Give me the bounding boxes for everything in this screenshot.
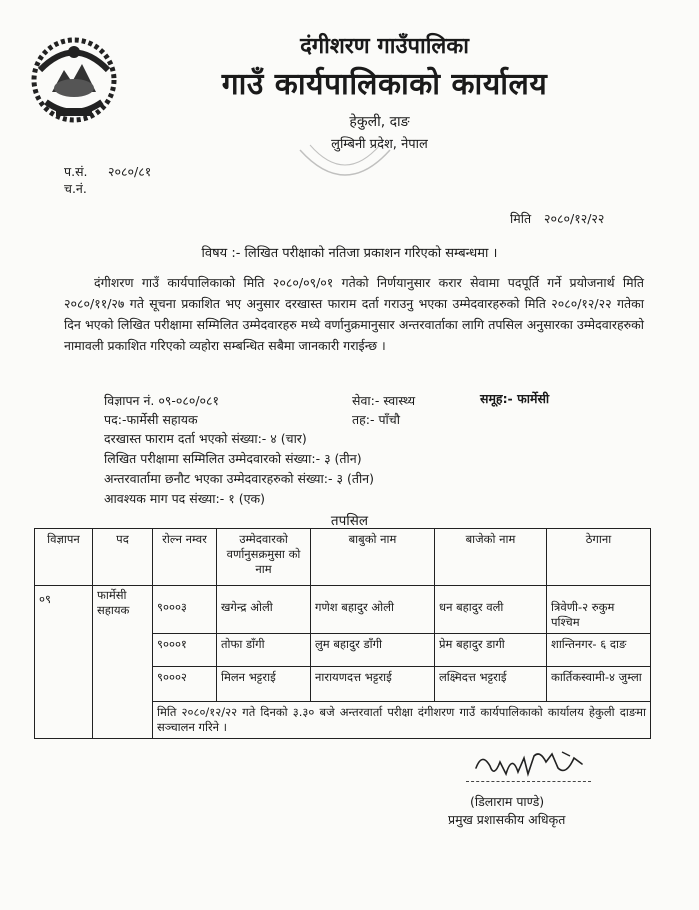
service-field: सेवा:- स्वास्थ्य [352,393,416,408]
roll-cell: ९०००३ [153,586,217,634]
name-cell: खगेन्द्र ओली [217,586,311,634]
name-cell: मिलन भट्टराई [217,667,311,702]
written-exam-count: लिखित परीक्षामा सम्मिलित उम्मेदवारको संख्या:- ३ (तीन) [104,451,362,466]
name-cell: तोफा डाँगी [217,634,311,667]
post-cell: फार्मेसी सहायक [93,586,153,739]
address-line-1: हेकुली, दाङ [349,114,410,130]
level-field: तह:- पाँचौ [352,412,400,427]
roll-cell: ९०००२ [153,667,217,702]
advertisement-number: विज्ञापन नं. ०९-०८०/०८१ [104,393,220,408]
address-line-2: लुम्बिनी प्रदेश, नेपाल [331,137,428,152]
table-header-row [35,529,651,586]
header-advertisement: विज्ञापन [35,529,93,586]
signatory-title: प्रमुख प्रशासकीय अधिकृत [448,812,566,827]
handwritten-signature [470,748,590,784]
father-cell: नारायणदत्त भट्टराई [311,667,435,702]
municipality-name: दंगीशरण गाउँपालिका [300,34,469,59]
date-label: मिति [510,211,532,226]
header-grandfather-name: बाजेको नाम [435,529,547,586]
signatory-name: (डिलाराम पाण्डे) [470,794,545,809]
applications-count: दरखास्त फाराम दर्ता भएको संख्या:- ४ (चार) [104,431,307,446]
reference-number: २०८०/८१ [108,164,152,179]
header-candidate-name: उम्मेदवारको वर्णानुसक्रमुसा को नाम [217,529,311,586]
header-father-name: बाबुको नाम [311,529,435,586]
post-field: पद:-फार्मेसी सहायक [104,412,198,427]
table-title: तपसिल [330,513,369,529]
roll-cell: ९०००१ [153,634,217,667]
header-address: ठेगाना [547,529,651,586]
signature-line [466,781,591,782]
father-cell: लुम बहादुर डाँगी [311,634,435,667]
office-name: गाउँ कार्यपालिकाको कार्यालय [221,67,548,102]
table-row [35,586,651,634]
dispatch-number-label: च.नं. [64,181,87,196]
address-cell: शान्तिनगर- ६ दाङ [547,634,651,667]
date-value: २०८०/१२/२२ [544,211,605,226]
address-cell: कार्तिकस्वामी-४ जुम्ला [547,667,651,702]
advertisement-cell: ०९ [35,586,93,739]
address-cell: त्रिवेणी-२ रुकुम पश्चिम [547,586,651,634]
group-field: समूह:- फार्मेसी [480,391,550,406]
shortlisted-count: अन्तरवार्तामा छनौट भएका उम्मेदवारहरुको संख्या:- ३ (तीन) [104,471,374,486]
body-paragraph: दंगीशरण गाउँ कार्यपालिकाको मिति २०८०/०९/०१ गतेको निर्णयानुसार करार सेवामा पदपूर्ति गर्ने प्रयोजनार्थ मिति २०८०/११/२७ गते सूचना प्रकाशित भए अनुसार दरखास्त फाराम दर्ता गराउनु भएका उम्मेदवारहरुको मिति २०८०/१२/२२ गतेका दिन भएको लिखित परीक्षामा सम्मिलित उम्मेदवारहरु मध्ये वर्णानुक्रमानुसार अन्तरवार्ताका लागि तपसिल अनुसारका उम्मेदवारहरुको नामावली प्रकाशित गरिएको व्यहोरा सम्बन्धित सबैमा जानकारी गराईन्छ । [64,275,644,353]
header-post: पद [93,529,153,586]
office-seal-stamp [290,140,400,200]
grandfather-cell: लक्ष्मिदत्त भट्टराई [435,667,547,702]
father-cell: गणेश बहादुर ओली [311,586,435,634]
subject-line: विषय :- लिखित परीक्षाको नतिजा प्रकाशन गरिएको सम्बन्धमा । [201,246,498,261]
candidate-table [34,528,651,739]
header-roll-number: रोल्न नम्वर [153,529,217,586]
vacancy-count: आवश्यक माग पद संख्या:- १ (एक) [104,491,265,506]
grandfather-cell: प्रेम बहादुर डागी [435,634,547,667]
grandfather-cell: धन बहादुर वली [435,586,547,634]
reference-label: प.सं. [64,164,88,179]
interview-note: मिति २०८०/१२/२२ गते दिनको ३.३० बजे अन्तरवार्ता परीक्षा दंगीशरण गाउँ कार्यपालिकाको कार्यालय हेकुली दाङमा सञ्चालन गरिने । [153,702,651,739]
